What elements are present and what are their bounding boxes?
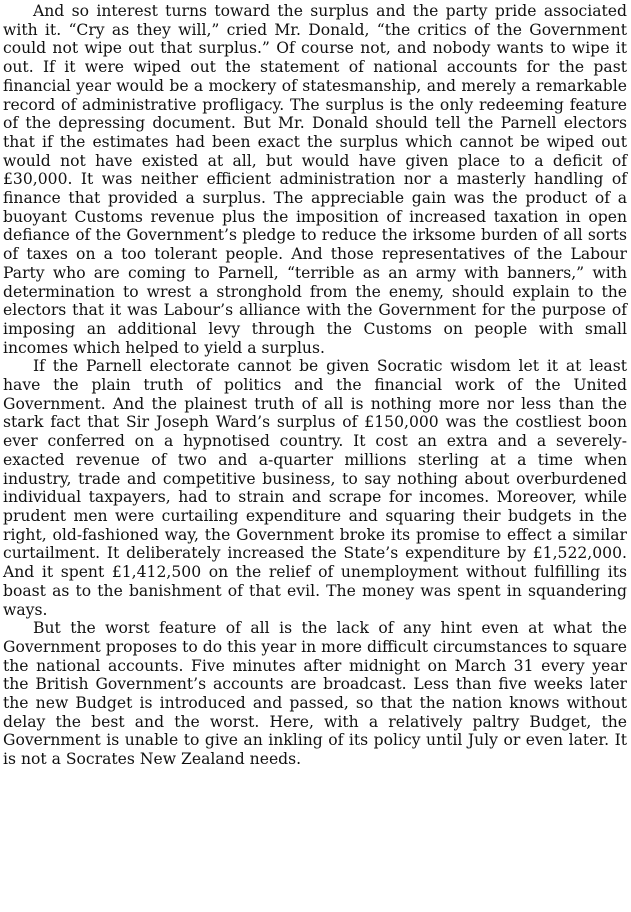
paragraph-plain-truth: If the Parnell electorate cannot be given Socratic wisdom let it at least have the plain truth of politics and the financial work of the United Government. And the plainest truth of all is nothing more nor less than the stark fact that Sir Joseph Ward’s surplus of £150,000 was the costliest boon ever conferred on a hypnotised country. It cost an extra and a severely-exacted revenue of two and a-quarter millions sterling at a time when industry, trade and competitive business, to say nothing about overburdened individual taxpayers, had to strain and scrape for incomes. Moreover, while prudent men were curtailing expenditure and squaring their budgets in the right, old-fashioned way, the Government broke its promise to effect a similar curtailment. It deliberately increased the State’s expenditure by £1,522,000. And it spent £1,412,500 on the relief of unemployment without fulfilling its boast as to the banishment of that evil. The money was spent in squandering ways. <box>3 357 627 619</box>
paragraph-surplus-pride: And so interest turns toward the surplus and the party pride associated with it. “Cry as they will,” cried Mr. Donald, “the critics of the Government could not wipe out that surplus.” Of course not, and nobody wants to wipe it out. If it were wiped out the statement of national accounts for the past financial year would be a mockery of statesmanship, and merely a remarkable record of administrative profligacy. The surplus is the only redeeming feature of the depressing document. But Mr. Donald should tell the Parnell electors that if the estimates had been exact the surplus which cannot be wiped out would not have existed at all, but would have given place to a deficit of £30,000. It was neither efficient administration nor a masterly handling of finance that provided a surplus. The appreciable gain was the product of a buoyant Customs revenue plus the imposition of increased taxation in open defiance of the Government’s pledge to reduce the irksome burden of all sorts of taxes on a too tolerant people. And those representatives of the Labour Party who are coming to Parnell, “terrible as an army with banners,” with determination to wrest a stronghold from the enemy, should explain to the electors that it was Labour’s alliance with the Government for the purpose of imposing an additional levy through the Customs on people with small incomes which helped to yield a surplus. <box>3 2 627 357</box>
paragraph-worst-feature: But the worst feature of all is the lack of any hint even at what the Government proposes to do this year in more difficult circumstances to square the national accounts. Five minutes after midnight on March 31 every year the British Government’s accounts are broadcast. Less than five weeks later the new Budget is introduced and passed, so that the nation knows without delay the best and the worst. Here, with a relatively paltry Budget, the Government is unable to give an inkling of its policy until July or even later. It is not a Socrates New Zealand needs. <box>3 619 627 769</box>
